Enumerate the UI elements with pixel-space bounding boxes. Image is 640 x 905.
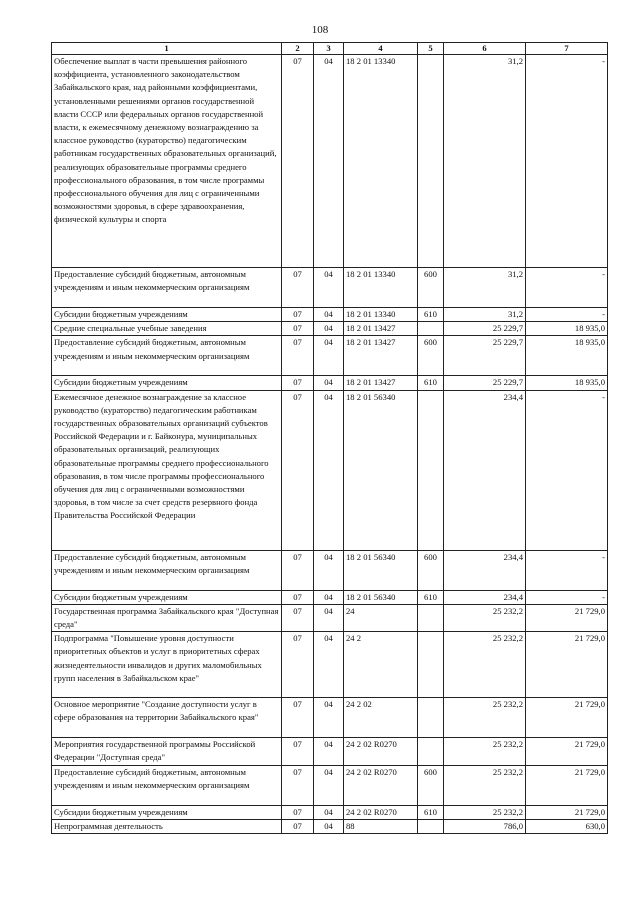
target-article-code: 18 2 01 13340 bbox=[344, 268, 418, 308]
target-article-code: 18 2 01 13427 bbox=[344, 376, 418, 390]
amount-year-2: 18 935,0 bbox=[526, 376, 608, 390]
table-row bbox=[52, 604, 608, 631]
row-name: Предоставление субсидий бюджетным, автономным учреждениям и иным некоммерческим организациям bbox=[52, 336, 282, 376]
subsection-code: 04 bbox=[314, 550, 344, 590]
expense-type-code: 600 bbox=[418, 268, 444, 308]
expense-type-code bbox=[418, 55, 444, 268]
subsection-code: 04 bbox=[314, 765, 344, 805]
subsection-code: 04 bbox=[314, 390, 344, 550]
section-code: 07 bbox=[282, 632, 314, 698]
amount-year-1: 786,0 bbox=[444, 819, 526, 833]
target-article-code: 24 2 02 R0270 bbox=[344, 765, 418, 805]
row-name: Субсидии бюджетным учреждениям bbox=[52, 590, 282, 604]
expense-type-code bbox=[418, 738, 444, 765]
section-code: 07 bbox=[282, 376, 314, 390]
target-article-code: 24 2 02 R0270 bbox=[344, 805, 418, 819]
section-code: 07 bbox=[282, 805, 314, 819]
row-name: Непрограммная деятельность bbox=[52, 819, 282, 833]
expense-type-code: 610 bbox=[418, 308, 444, 322]
amount-year-1: 25 229,7 bbox=[444, 322, 526, 336]
budget-table bbox=[51, 42, 608, 834]
amount-year-2: 21 729,0 bbox=[526, 632, 608, 698]
row-name: Государственная программа Забайкальского края "Доступная среда" bbox=[52, 604, 282, 631]
section-code: 07 bbox=[282, 604, 314, 631]
target-article-code: 18 2 01 13340 bbox=[344, 308, 418, 322]
row-name: Субсидии бюджетным учреждениям bbox=[52, 805, 282, 819]
target-article-code: 88 bbox=[344, 819, 418, 833]
row-name: Основное мероприятие "Создание доступности услуг в сфере образования на территории Забайкальского края" bbox=[52, 698, 282, 738]
row-name: Подпрограмма "Повышение уровня доступности приоритетных объектов и услуг в приоритетных сферах жизнедеятельности инвалидов и других маломобильных групп населения в Забайкальском крае" bbox=[52, 632, 282, 698]
section-code: 07 bbox=[282, 308, 314, 322]
page-number: 108 bbox=[311, 24, 329, 36]
section-code: 07 bbox=[282, 390, 314, 550]
target-article-code: 24 bbox=[344, 604, 418, 631]
section-code: 07 bbox=[282, 819, 314, 833]
subsection-code: 04 bbox=[314, 738, 344, 765]
column-header: 6 bbox=[444, 43, 526, 55]
section-code: 07 bbox=[282, 698, 314, 738]
row-name: Мероприятия государственной программы Российской Федерации "Доступная среда" bbox=[52, 738, 282, 765]
target-article-code: 18 2 01 13340 bbox=[344, 55, 418, 268]
amount-year-2: - bbox=[526, 390, 608, 550]
target-article-code: 18 2 01 56340 bbox=[344, 390, 418, 550]
target-article-code: 18 2 01 13427 bbox=[344, 336, 418, 376]
section-code: 07 bbox=[282, 765, 314, 805]
amount-year-1: 234,4 bbox=[444, 550, 526, 590]
table-row bbox=[52, 390, 608, 550]
row-name: Предоставление субсидий бюджетным, автономным учреждениям и иным некоммерческим организациям bbox=[52, 765, 282, 805]
table-row bbox=[52, 268, 608, 308]
column-header: 5 bbox=[418, 43, 444, 55]
subsection-code: 04 bbox=[314, 376, 344, 390]
table-row bbox=[52, 336, 608, 376]
amount-year-1: 31,2 bbox=[444, 308, 526, 322]
table-row bbox=[52, 765, 608, 805]
amount-year-1: 25 232,2 bbox=[444, 765, 526, 805]
amount-year-1: 25 232,2 bbox=[444, 604, 526, 631]
section-code: 07 bbox=[282, 55, 314, 268]
row-name: Субсидии бюджетным учреждениям bbox=[52, 308, 282, 322]
amount-year-1: 234,4 bbox=[444, 390, 526, 550]
amount-year-2: 21 729,0 bbox=[526, 604, 608, 631]
amount-year-1: 25 232,2 bbox=[444, 738, 526, 765]
section-code: 07 bbox=[282, 322, 314, 336]
subsection-code: 04 bbox=[314, 336, 344, 376]
expense-type-code: 610 bbox=[418, 376, 444, 390]
table-row bbox=[52, 632, 608, 698]
target-article-code: 24 2 02 bbox=[344, 698, 418, 738]
amount-year-2: 21 729,0 bbox=[526, 805, 608, 819]
amount-year-2: 21 729,0 bbox=[526, 698, 608, 738]
amount-year-2: 630,0 bbox=[526, 819, 608, 833]
table-row bbox=[52, 698, 608, 738]
expense-type-code: 600 bbox=[418, 336, 444, 376]
amount-year-2: - bbox=[526, 268, 608, 308]
table-row bbox=[52, 805, 608, 819]
expense-type-code: 610 bbox=[418, 805, 444, 819]
column-header: 7 bbox=[526, 43, 608, 55]
table-row bbox=[52, 55, 608, 268]
subsection-code: 04 bbox=[314, 322, 344, 336]
expense-type-code: 600 bbox=[418, 765, 444, 805]
amount-year-2: - bbox=[526, 550, 608, 590]
row-name: Ежемесячное денежное вознаграждение за классное руководство (кураторство) педагогическим работникам государственных образовательных организаций субъектов Российской Федерации и г. Байконура, муниципальных образовательных организаций, реализующих образовательные программы среднего профессионального образования, в том числе программы профессионального обучения для лиц с ограниченными возможностями здоровья, в том числе за счет средств резервного фонда Правительства Российской Федерации bbox=[52, 390, 282, 550]
table-row bbox=[52, 738, 608, 765]
amount-year-1: 25 229,7 bbox=[444, 376, 526, 390]
column-header: 1 bbox=[52, 43, 282, 55]
table-row bbox=[52, 819, 608, 833]
expense-type-code bbox=[418, 390, 444, 550]
amount-year-1: 31,2 bbox=[444, 55, 526, 268]
subsection-code: 04 bbox=[314, 632, 344, 698]
subsection-code: 04 bbox=[314, 590, 344, 604]
amount-year-1: 234,4 bbox=[444, 590, 526, 604]
row-name: Субсидии бюджетным учреждениям bbox=[52, 376, 282, 390]
amount-year-2: 21 729,0 bbox=[526, 765, 608, 805]
section-code: 07 bbox=[282, 336, 314, 376]
subsection-code: 04 bbox=[314, 805, 344, 819]
amount-year-2: 18 935,0 bbox=[526, 322, 608, 336]
target-article-code: 18 2 01 56340 bbox=[344, 590, 418, 604]
header-row bbox=[52, 43, 608, 55]
table-row bbox=[52, 376, 608, 390]
amount-year-2: - bbox=[526, 308, 608, 322]
column-header: 2 bbox=[282, 43, 314, 55]
row-name: Предоставление субсидий бюджетным, автономным учреждениям и иным некоммерческим организациям bbox=[52, 268, 282, 308]
subsection-code: 04 bbox=[314, 698, 344, 738]
subsection-code: 04 bbox=[314, 55, 344, 268]
amount-year-1: 25 232,2 bbox=[444, 698, 526, 738]
amount-year-1: 31,2 bbox=[444, 268, 526, 308]
expense-type-code bbox=[418, 322, 444, 336]
amount-year-2: 21 729,0 bbox=[526, 738, 608, 765]
expense-type-code bbox=[418, 698, 444, 738]
subsection-code: 04 bbox=[314, 308, 344, 322]
column-header: 4 bbox=[344, 43, 418, 55]
amount-year-2: - bbox=[526, 590, 608, 604]
table-row bbox=[52, 308, 608, 322]
section-code: 07 bbox=[282, 590, 314, 604]
row-name: Средние специальные учебные заведения bbox=[52, 322, 282, 336]
section-code: 07 bbox=[282, 738, 314, 765]
expense-type-code bbox=[418, 604, 444, 631]
expense-type-code bbox=[418, 819, 444, 833]
subsection-code: 04 bbox=[314, 819, 344, 833]
row-name: Предоставление субсидий бюджетным, автономным учреждениям и иным некоммерческим организациям bbox=[52, 550, 282, 590]
expense-type-code bbox=[418, 632, 444, 698]
subsection-code: 04 bbox=[314, 604, 344, 631]
expense-type-code: 600 bbox=[418, 550, 444, 590]
amount-year-1: 25 232,2 bbox=[444, 805, 526, 819]
target-article-code: 18 2 01 13427 bbox=[344, 322, 418, 336]
section-code: 07 bbox=[282, 268, 314, 308]
target-article-code: 24 2 bbox=[344, 632, 418, 698]
table-row bbox=[52, 590, 608, 604]
amount-year-1: 25 229,7 bbox=[444, 336, 526, 376]
table-row bbox=[52, 322, 608, 336]
amount-year-2: 18 935,0 bbox=[526, 336, 608, 376]
expense-type-code: 610 bbox=[418, 590, 444, 604]
target-article-code: 24 2 02 R0270 bbox=[344, 738, 418, 765]
subsection-code: 04 bbox=[314, 268, 344, 308]
amount-year-2: - bbox=[526, 55, 608, 268]
section-code: 07 bbox=[282, 550, 314, 590]
target-article-code: 18 2 01 56340 bbox=[344, 550, 418, 590]
table-row bbox=[52, 550, 608, 590]
row-name: Обеспечение выплат в части превышения районного коэффициента, установленного законодательством Забайкальского края, над районными коэффициентами, установленными решениями органов государственной власти СССР или федеральных органов государственной власти, к ежемесячному денежному вознаграждению за классное руководство (кураторство) педагогическим работникам государственных образовательных организаций, реализующих образовательные программы среднего профессионального образования, в том числе программы профессионального обучения для лиц с ограниченными возможностями здоровья, в сфере здравоохранения, физической культуры и спорта bbox=[52, 55, 282, 268]
amount-year-1: 25 232,2 bbox=[444, 632, 526, 698]
column-header: 3 bbox=[314, 43, 344, 55]
